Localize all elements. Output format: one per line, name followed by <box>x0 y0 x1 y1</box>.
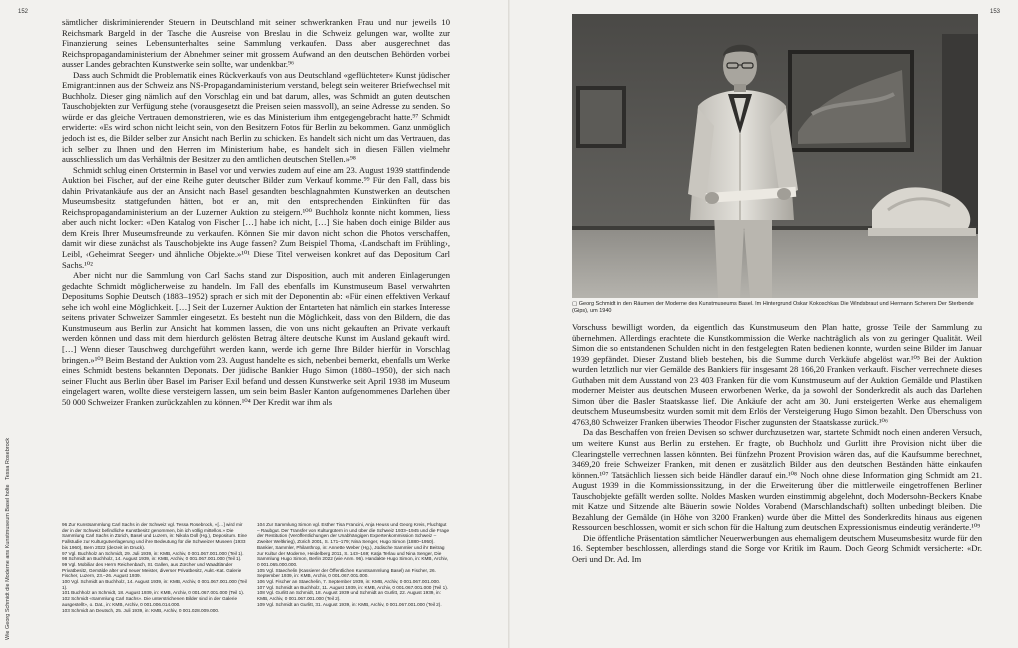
running-head-title: Wie Georg Schmidt die Moderne ans Kunstmuseum Basel holte <box>5 484 11 640</box>
right-body-text <box>572 322 982 565</box>
footnote: 101 Buchholz an Schmidt, 18. August 1939, in: KMB, Archiv, 0 001.067.001.000 (Teil 1). <box>62 590 245 596</box>
footnote: 98 Schmidt an Buchholz, 14. August 1939, in: KMB, Archiv, 0 001.067.001.000 (Teil 1). <box>62 556 242 562</box>
footnote: 109 Vgl. Schmidt an Gurlitt, 31. August 1939, in: KMB, Archiv, 0 001.067.001.000 (Teil 2). <box>257 601 442 607</box>
paragraph: Aber nicht nur die Sammlung von Carl Sachs stand zur Disposition, auch mit anderen Einlagerungen gedachte Schmidt möglicherweise zu handeln. Im Fall des ebenfalls im Kunstmuseum Basel verwahrten Depositums Sophie Deutsch (1883–1952) sprach er sich mit der Deponentin ab: «Für einen effektiven Verkauf sehe ich wohl eine Möglichkeit. […] Seit der Luzerner Auktion der Entarteten hat nämlich ein starkes Interesse seitens privater Schweizer Sammler eingesetzt. Es besteht nun die Möglichkeit, dass von den Bildern, die das Kunstmuseum aus Berlin zur Ansicht hat kommen lassen, die von uns nicht gekauften an Private verkauft werden können und dass mit dem hierdurch gelösten Betrag ältere deutsche Kunst im Ausland gekauft wird. […] Wenn dieser Tauschweg durchgeführt werden kann, werde ich gerne Ihre Bilder hierfür in Vorschlag bringen.»¹⁰³ Beim Bestand der Auktion vom 23. August handelte es sich, nebenbei bemerkt, ebenfalls um Werke eines Schmidt bestens bekannten Deponats. Der jüdische Bankier Hugo Simon (1880–1950), der sich nach seiner Flucht aus Berlin über Basel im Pariser Exil befand und dessen Kunstwerke seit April 1938 im Museum eingelagert waren, wollte diese versteigern lassen, um sein beim Basler Kanton aufgenommenes Darlehen über 50 000 Schweizer Franken zurückzahlen zu können.¹⁰⁴ Der Kredit war ihm als <box>62 270 450 407</box>
footnote: 100 Vgl. Schmidt an Buchholz, 14. August 1939, in: KMB, Archiv, 0 001.067.001.000 (Teil 1). <box>62 579 247 590</box>
footnote: 104 Zur Sammlung Simon vgl. Esther Tisa Francini, Anja Heuss und Georg Kreis, Fluchtgut – Raubgut. Der Transfer von Kulturgütern in und über die Schweiz 1933–1945 und die Frage der Restitution (Veröffentlichungen der Unabhängigen Expertenkommission Schweiz – Zweiter Weltkrieg), Zürich 2001, S. 171–179; Nina Senger, Hugo Simon (1880–1950). Bankier, Sammler, Philanthrop, in: Annette Weber (Hg.), Jüdische Sammler und ihr Beitrag zur Kultur der Moderne, Heidelberg 2011, S. 143–169; Katja Terlau und Nina Senger, Die Sammlung Hugo Simon, Berlin 2022 (wie Anm. 96). Handakte Hugo Simon, in: KMB, Archiv, 0 001.065.000.000. <box>257 522 450 567</box>
running-head-vertical <box>2 400 12 640</box>
book-gutter <box>508 0 510 648</box>
paragraph: sämtlicher diskriminierender Steuern in Deutschland mit seiner schwerkranken Frau und nur jeweils 10 Reichsmark Bargeld in der Tasche die Ausreise von Breslau in die Schweiz gelungen war, wollte zur Finanzierung seines Lebensunterhaltes seine Sammlung verkaufen. Dass aber ausgerechnet das Reichspropagandaministerium der Abnehmer seiner mit grossem Aufwand an den deutschen Behörden vorbei ausser Landes gebrachten Kunstwerke sein sollte, war undenkbar.⁹⁶ <box>62 17 450 70</box>
caption-text: Georg Schmidt in den Räumen der Moderne des Kunstmuseums Basel. Im Hintergrund Oskar Kokoschkas Die Windsbraut und Hermann Scherers Der Sterbende (Gips), um 1940 <box>572 301 974 314</box>
photo-image <box>572 14 978 298</box>
paragraph: Da das Beschaffen von freien Devisen so schwer durchzusetzen war, startete Schmidt noch einen anderen Versuch, um weitere Kunst aus Berlin zu erstehen. Er fragte, ob Buchholz und Gurlitt ihre Provision nicht über die Clearingstelle verrechnen lassen könnten. Bei fünfzehn Prozent Provision wären das, auf die Kaufsumme berechnet, 3469,20 freie Schweizer Franken, mit denen er zusätzlich Bilder aus den deutschen Beständen hätte einkaufen können.¹⁰⁷ Tatsächlich liessen sich beide Händler darauf ein.¹⁰⁸ Noch ohne diese Information ging Schmidt am 21. August 1939 in die Kommissionssitzung, in der die Erweiterung über die mittlerweile eingetroffenen Berliner Tauschobjekte gefällt werden sollte. Noldes Masken wurden einstimmig abgelehnt, doch Modersohn-Beckers Knabe mit Katze und Sitzende alte Bäuerin sowie Noldes Vorabend (Marschlandschaft) sollten unbedingt bleiben. Die Bezahlung der Gemälde (in Höhe von 3200 Franken) wurde über die Mittel des Sonderkredits hinaus aus eigenen Ressourcen beschlossen, womit er sich schon für die Haltung zum deutschen Expressionismus eindeutig veränderte.¹⁰⁹ <box>572 427 982 533</box>
footnotes-column-1 <box>62 522 250 613</box>
left-body-text <box>62 17 450 407</box>
footnote: 97 Vgl. Buchholz an Schmidt, 29. Juli 1939, in: KMB, Archiv, 0 001.067.001.000 (Teil 1). <box>62 550 244 556</box>
photo-caption <box>572 301 982 314</box>
paragraph: Schmidt schlug einen Ortstermin in Basel vor und verwies zudem auf eine am 23. August 1939 stattfindende Auktion bei Fischer, auf der eine Reihe guter deutscher Bilder zum Verkauf komme.⁹⁹ Für den Fall, dass bis dahin Privatankäufe aus der an Ansicht nach Basel gesandten beschlagnahmten Kunstwerken an deutschen Museumsbesitz stattgefunden hätten, bot er an, mit den entsprechenden Einkünften für das Reichspropagandaministerium an der Luzerner Auktion zu steigern.¹⁰⁰ Buchholz konnte nicht kommen, liess aber auch nicht locker: «Den Katalog von Fischer […] habe ich nicht, […] Sie haben doch einige Bilder aus dem Kreis Ihrer Museumsfreunde zu verkaufen. Können Sie mir davon nicht schon die Photos verschaffen, damit wir diese zunächst als Tauschobjekte ins Auge fassen? Zum Beispiel Thoma, ‹Landschaft im Frühling›, Leibl, ‹Geheimrat Seeger› und ähnliche Objekte.»¹⁰¹ Diese Titel verweisen konkret auf das Depositum Carl Sachs.¹⁰² <box>62 164 450 270</box>
footnote: 107 Vgl. Schmidt an Buchholz, 11. August 1939, in: KMB, Archiv, 0 001.067.001.000 (Teil 1). <box>257 584 449 590</box>
footnote: 105 Vgl. Staechelin (Kassierer der Öffentlichen Kunstsammlung Basel) an Fischer, 26. September 1939, in: KMB, Archiv, 0 001.067.001.000. <box>257 567 436 579</box>
paragraph: Dass auch Schmidt die Problematik eines Rückverkaufs von aus Deutschland «geflüchteter» Kunst jüdischer Emigrant:innen aus der Schweiz ans NS-Propagandaministerium verstand, belegt sein weiterer Briefwechsel mit Buchholz. Dieser ging nämlich auf den Vorschlag ein und bat darum, alles, was Schmidt an guten deutschen Tauschobjekten zur Verfügung stehe (vorausgesetzt die Preisen seien massvoll), an seine Adresse zu senden. So würde er das gleiche Vertrauen demonstrieren, wie es das Ministerium ihm entgegengebracht hatte.⁹⁷ Schmidt erwiderte: «Es wird schon nicht leicht sein, von den Besitzern Fotos für Berlin zu bekommen. Ganz unmöglich jedoch ist es, die Bilder selber zur Ansicht nach Berlin zu schicken. Es handelt sich nicht um das Vertrauen, das ich selber zu Ihnen und den Herren im Ministerium habe, es handelt sich in diesen Fällen vielmehr ausschliesslich um das Verhältnis der Besitzer zu den amtlichen deutschen Stellen.»⁹⁸ <box>62 69 450 165</box>
paragraph: Vorschuss bewilligt worden, da eigentlich das Kunstmuseum den Plan hatte, grosse Teile der Sammlung zu übernehmen. Allerdings erachtete die Kunstkommission die Werke nachträglich als von zu geringer Qualität. Weil Simon die so entstandenen Schulden nicht in den festgelegten Raten bedienen konnte, wurden seine Bilder im Januar 1939 gepfändet. Dieser Zustand blieb bestehen, bis die Summe durch Verkäufe abgelöst war.¹⁰⁵ Bei der Auktion wurden letztlich nur vier Gemälde des Bankiers für insgesamt 28 166,20 Franken verkauft. Fischer verrechnete dieses Guthaben mit dem Ausstand von 23 403 Franken für die vom Kunstmuseum auf der Auktion Gemälde und Plastiken moderner Meister aus deutschen Museen erworbenen Werke, da ja sowohl der Sonderkredit als auch das Darlehen Simon über die Basler Staatskasse lief. Die Ankäufe der acht am 30. Juni ersteigerten Werke aus ehemaligem deutschem Museumsbesitz wurden somit mit dem Erlös der Versteigerung Hugo Simon bezahlt. Den Überschuss von 4763,80 Schweizer Franken überwies Theodor Fischer zugunsten der Staatskasse zurück.¹⁰⁶ <box>572 322 982 427</box>
footnote: 99 Vgl. Mobiliar des Herrn Reichenbach, St. Gallen, aus Zürcher und Waadtländer Privatbesitz, Gemälde alter und neuer Meister, diverser Privatbesitz, Aukt.-Kat. Galerie Fischer, Luzern, 23.–26. August 1939. <box>62 561 242 579</box>
footnote: 106 Vgl. Fischer an Staechelin, 7. September 1939, in: KMB, Archiv, 0 001.067.001.000. <box>257 579 441 585</box>
footnote: 102 Schmidt «Sammlung Carl Sachs». Die unterstrichenen Bilder sind in der Galerie ausgestellt», o. Dat., in: KMB, Archiv, 0 001.006.014.000. <box>62 596 238 607</box>
paragraph: Die öffentliche Präsentation sämtlicher Neuerwerbungen aus ehemaligem deutschem Museumsbesitz wurde für den 16. September beschlossen, allerdings stand die Sorge vor Kritik im Raum. Doch Georg Schmidt versicherte: «Dr. Oeri und Dr. Ad. Im <box>572 532 982 565</box>
page-number-left: 152 <box>18 9 29 15</box>
running-head-author: Tessa Rosebrock <box>5 437 11 480</box>
footnotes-column-2 <box>257 522 450 608</box>
page-number-right: 153 <box>990 9 1001 15</box>
caption-icon: ▢ <box>572 301 579 307</box>
footnote: 103 Schmidt an Deutsch, 25. Juli 1939, in: KMB, Archiv, 0 001.028.009.000. <box>62 607 220 613</box>
footnote: 96 Zur Kunstsammlung Carl Sachs in der Schweiz vgl. Tessa Rosebrock, «[…] wird mir der in der Schweiz befindliche Kunstbesitz genommen, bin ich völlig mittellos.» Die Sammlung Carl Sachs in Zürich, Basel und Luzern, in: Nikola Doll (Hg.), Depositum. Eine Fallstudie zur Kulturgutverlagerung und ihre Bedeutung für die Schweizer Museen (1933 bis 1960), Bern 2022 (derzeit im Druck). <box>62 522 247 550</box>
photograph-georg-schmidt <box>572 14 978 298</box>
footnote: 108 Vgl. Gurlitt an Schmidt, 18. August 1939 und Schmidt an Gurlitt, 22. August 1939, in: KMB, Archiv, 0 001.067.001.000 (Teil 2). <box>257 590 441 602</box>
